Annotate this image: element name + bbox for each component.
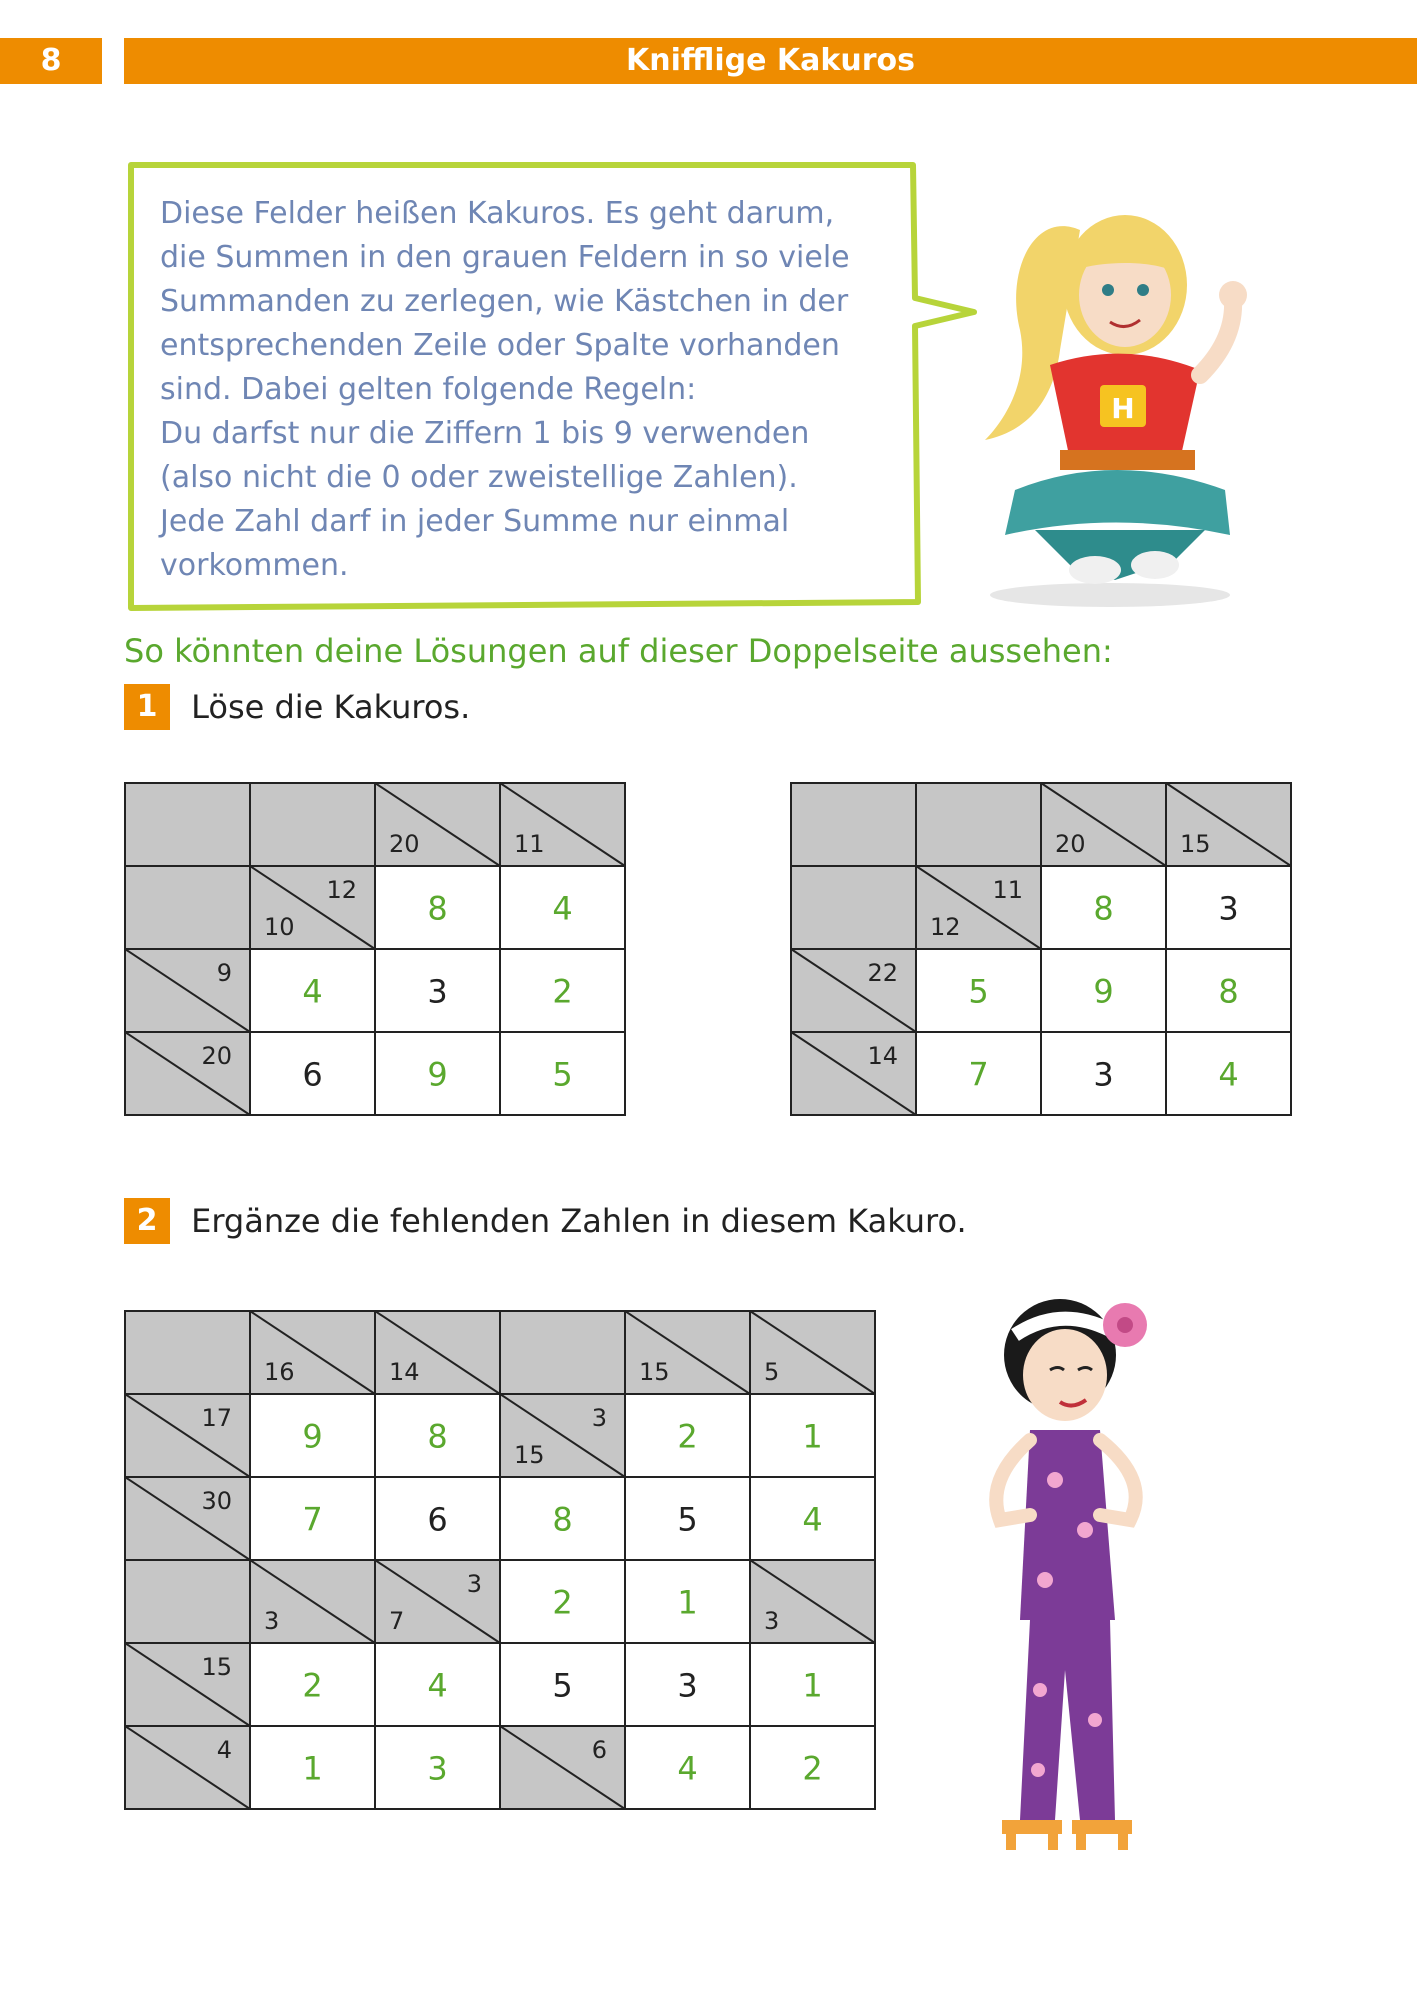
- cell-value: 2: [677, 1417, 698, 1456]
- clue-down-sum: 15: [639, 1358, 670, 1386]
- clue-down-sum: 12: [930, 913, 961, 941]
- task-number: 2: [124, 1198, 170, 1244]
- clue-right-sum: 11: [992, 876, 1023, 904]
- cell-value: 2: [302, 1666, 323, 1705]
- clue-right-sum: 9: [216, 959, 232, 987]
- clue-right-sum: 12: [326, 876, 357, 904]
- clue-right-sum: 20: [201, 1042, 232, 1070]
- kakuro-clue-cell: [125, 1560, 250, 1643]
- cell-value: 8: [1093, 889, 1114, 928]
- clue-right-sum: 6: [591, 1736, 607, 1764]
- cell-value: 1: [802, 1666, 823, 1705]
- clue-down-sum: 3: [764, 1607, 780, 1635]
- cell-value: 4: [1218, 1055, 1239, 1094]
- clue-right-sum: 3: [466, 1570, 482, 1598]
- intro-text: So könnten deine Lösungen auf dieser Doppelseite aussehen:: [124, 632, 1113, 670]
- girl-purple-illustration: [960, 1290, 1200, 1860]
- clue-down-sum: 20: [389, 830, 420, 858]
- task-1: [124, 684, 470, 730]
- kakuro-clue-cell: [500, 1311, 625, 1394]
- kakuro-clue-cell: [125, 1311, 250, 1394]
- kakuro-clue-cell: [250, 783, 375, 866]
- task-2: [124, 1198, 967, 1244]
- cell-value: 6: [302, 1055, 323, 1094]
- clue-down-sum: 5: [764, 1358, 780, 1386]
- cell-value: 4: [677, 1749, 698, 1788]
- clue-right-sum: 14: [867, 1042, 898, 1070]
- kakuro-grid-1: [124, 782, 628, 1122]
- cell-value: 4: [427, 1666, 448, 1705]
- cell-value: 6: [427, 1500, 448, 1539]
- cell-value: 2: [552, 1583, 573, 1622]
- clue-right-sum: 17: [201, 1404, 232, 1432]
- kakuro-grid-2: [790, 782, 1294, 1122]
- cell-value: 8: [1218, 972, 1239, 1011]
- cell-value: 3: [1093, 1055, 1114, 1094]
- speech-text: Diese Felder heißen Kakuros. Es geht darum, die Summen in den grauen Feldern in so viele Summanden zu zerlegen, wie Kästchen in der entsprechenden Zeile oder Spalte vorhanden sind. Dabei gelten folgende Regeln: Du darfst nur die Ziffern 1 bis 9 verwenden (also nicht die 0 oder zweistellige Zahlen). Jede Zahl darf in jeder Summe nur einmal vorkommen.: [160, 196, 850, 583]
- clue-down-sum: 11: [514, 830, 545, 858]
- cell-value: 2: [552, 972, 573, 1011]
- cell-value: 7: [968, 1055, 989, 1094]
- clue-right-sum: 30: [201, 1487, 232, 1515]
- cell-value: 3: [1218, 889, 1239, 928]
- cell-value: 1: [677, 1583, 698, 1622]
- svg-text:H: H: [1111, 392, 1135, 425]
- cell-value: 8: [427, 1417, 448, 1456]
- clue-down-sum: 16: [264, 1358, 295, 1386]
- clue-down-sum: 20: [1055, 830, 1086, 858]
- task-number: 1: [124, 684, 170, 730]
- cell-value: 4: [552, 889, 573, 928]
- cell-value: 3: [677, 1666, 698, 1705]
- cell-value: 5: [552, 1666, 573, 1705]
- kakuro-clue-cell: [125, 783, 250, 866]
- kakuro-clue-cell: [791, 866, 916, 949]
- kakuro-grid-3: [124, 1310, 880, 1814]
- clue-down-sum: 14: [389, 1358, 420, 1386]
- cell-value: 4: [802, 1500, 823, 1539]
- cell-value: 9: [1093, 972, 1114, 1011]
- page-title: Knifflige Kakuros: [124, 38, 1417, 84]
- cell-value: 3: [427, 1749, 448, 1788]
- cell-value: 9: [302, 1417, 323, 1456]
- clue-right-sum: 3: [591, 1404, 607, 1432]
- kakuro-clue-cell: [125, 866, 250, 949]
- kakuro-clue-cell: [916, 783, 1041, 866]
- clue-down-sum: 15: [1180, 830, 1211, 858]
- cell-value: 5: [552, 1055, 573, 1094]
- cell-value: 4: [302, 972, 323, 1011]
- cell-value: 1: [302, 1749, 323, 1788]
- page-number: 8: [0, 38, 102, 84]
- clue-down-sum: 3: [264, 1607, 280, 1635]
- clue-right-sum: 15: [201, 1653, 232, 1681]
- cell-value: 5: [968, 972, 989, 1011]
- cell-value: 8: [552, 1500, 573, 1539]
- cell-value: 1: [802, 1417, 823, 1456]
- cell-value: 5: [677, 1500, 698, 1539]
- cell-value: 3: [427, 972, 448, 1011]
- kakuro-clue-cell: [791, 783, 916, 866]
- clue-down-sum: 10: [264, 913, 295, 941]
- cell-value: 8: [427, 889, 448, 928]
- clue-down-sum: 7: [389, 1607, 405, 1635]
- clue-right-sum: 4: [216, 1736, 232, 1764]
- clue-down-sum: 15: [514, 1441, 545, 1469]
- task-text: Löse die Kakuros.: [191, 688, 471, 726]
- cell-value: 9: [427, 1055, 448, 1094]
- clue-right-sum: 22: [867, 959, 898, 987]
- girl-illustration: [975, 190, 1265, 610]
- task-text: Ergänze die fehlenden Zahlen in diesem Kakuro.: [191, 1202, 967, 1240]
- cell-value: 2: [802, 1749, 823, 1788]
- cell-value: 7: [302, 1500, 323, 1539]
